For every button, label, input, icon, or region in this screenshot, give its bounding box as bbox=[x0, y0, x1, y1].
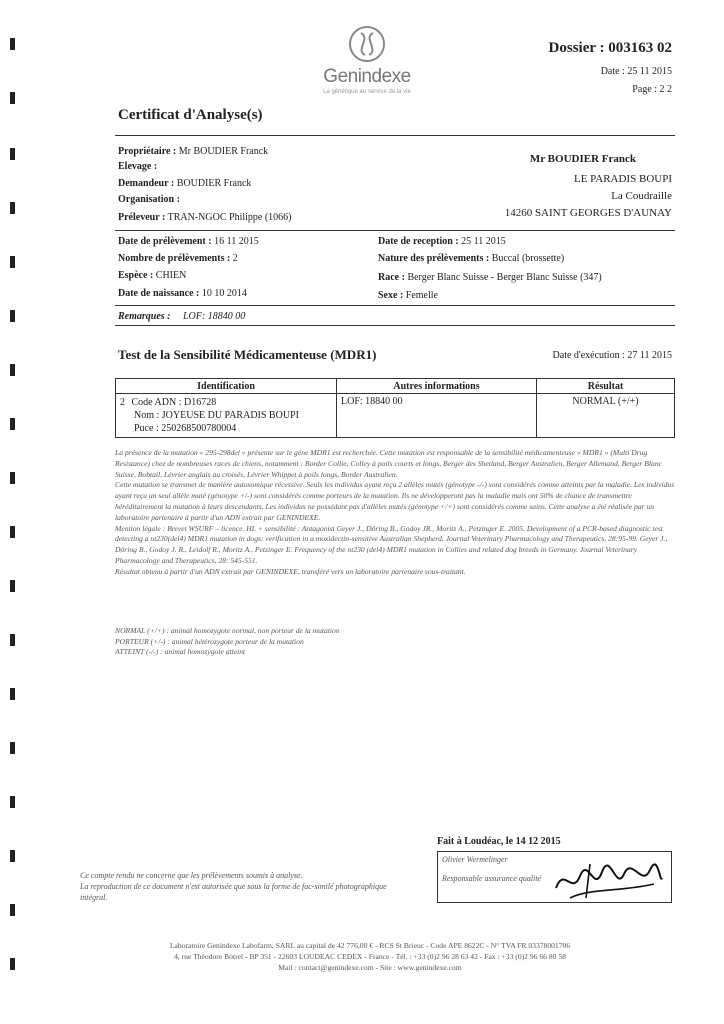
table-header-row bbox=[116, 379, 675, 394]
scan-edge-mark bbox=[10, 634, 15, 646]
code-adn: Code ADN : D16728 bbox=[131, 397, 217, 408]
date-naissance-label: Date de naissance : bbox=[118, 288, 200, 299]
scan-edge-mark bbox=[10, 418, 15, 430]
date-prelevement-row bbox=[118, 236, 259, 247]
demandeur-label: Demandeur : bbox=[118, 178, 175, 189]
proprietaire-label: Propriétaire : bbox=[118, 146, 177, 157]
paragraph: La présence de la mutation « 295-298del » présente sur le gène MDR1 est recherchée. Cette mutation est responsable de la sensibilité médicamenteuse « MDR1 » (Multi Drug Resistance) chez de nombreuses races de chiens, notamment : Border Collie, Colley à poils courts et longs, Berger des Shetland, Berger Australien, Berger Allemand, Berger Blanc Suisse, Bobtail, Lévrier anglais au croisés, Lévrier Whippet à poils longs, Border Australien. bbox=[115, 448, 662, 479]
scan-edge-mark bbox=[10, 256, 15, 268]
scan-edge-mark bbox=[10, 364, 15, 376]
document-date: Date : 25 11 2015 bbox=[600, 66, 672, 77]
footer-line: Laboratoire Genindexe Labofarm, SARL au capital de 42 776,00 € - RCS St Brieuc - Code APE 8622C - N° TVA FR 03378001706 bbox=[169, 941, 571, 950]
scan-edge-mark bbox=[10, 202, 15, 214]
nature-row bbox=[378, 253, 564, 264]
animal-name: Nom : JOYEUSE DU PARADIS BOUPI bbox=[134, 410, 299, 421]
autres-informations-cell: LOF: 18840 00 bbox=[337, 394, 537, 438]
identification-cell bbox=[116, 394, 337, 438]
genindexe-logo bbox=[302, 24, 432, 95]
scan-edge-mark bbox=[10, 742, 15, 754]
scan-edge-mark bbox=[10, 526, 15, 538]
disclaimer-line: Ce compte rendu ne concerne que les prélèvements soumis à analyse. bbox=[80, 871, 303, 880]
disclaimer-line: La reproduction de ce document n'est autorisée que sous la forme de fac-similé photographique intégral. bbox=[80, 882, 387, 902]
elevage-row bbox=[118, 161, 157, 172]
espece-value: CHIEN bbox=[155, 270, 187, 281]
nature-value: Buccal (brossette) bbox=[491, 253, 565, 264]
document-title: Certificat d'Analyse(s) bbox=[118, 107, 263, 123]
paragraph: Cette mutation se transmet de manière autosomique récessive. Seuls les individus ayant reçu 2 allèles mutés (génotype -/-) sont considérés comme atteints par la maladie. Les individus ayant reçu un seul allèle muté (génotype +/-) sont considérés comme porteurs de la mutation. Ils ne développeront pas la maladie mais ont 50% de chance de transmettre héréditairement la mutation à leurs descendants. Les individus ne possédant pas d'allèles mutés (génotype +/+) sont considérés comme sains. Cette analyse a été réalisée par un laboratoire partenaire à partir d'un ADN extrait par GENINDEXE. bbox=[115, 480, 675, 522]
microchip-number: Puce : 250268500780004 bbox=[134, 423, 237, 434]
preleveur-row bbox=[118, 212, 292, 223]
execution-date: Date d'exécution : 27 11 2015 bbox=[552, 350, 672, 361]
organisation-label: Organisation : bbox=[118, 194, 180, 205]
date-naissance-row bbox=[118, 288, 247, 299]
nb-prelevements-label: Nombre de prélèvements : bbox=[118, 253, 231, 264]
scan-edge-mark bbox=[10, 904, 15, 916]
date-reception-label: Date de reception : bbox=[378, 236, 459, 247]
owner-address-line2: La Coudraille bbox=[611, 190, 672, 202]
race-value: Berger Blanc Suisse - Berger Blanc Suisse (347) bbox=[407, 272, 602, 283]
signature-box bbox=[437, 851, 672, 903]
table-row bbox=[116, 394, 675, 438]
header-autres-informations: Autres informations bbox=[337, 379, 537, 394]
signed-place-date: Fait à Loudéac, le 14 12 2015 bbox=[437, 836, 561, 847]
espece-row bbox=[118, 270, 186, 281]
divider bbox=[115, 325, 675, 326]
disclaimer-text bbox=[80, 870, 400, 903]
owner-name: Mr BOUDIER Franck bbox=[529, 153, 636, 165]
race-row bbox=[378, 272, 602, 283]
scan-edge-mark bbox=[10, 38, 15, 50]
logo-tagline: La génétique au service de la vie bbox=[323, 89, 411, 95]
footer bbox=[60, 940, 680, 973]
organisation-row bbox=[118, 194, 180, 205]
preleveur-value: TRAN-NGOC Philippe (1066) bbox=[167, 212, 292, 223]
date-naissance-value: 10 10 2014 bbox=[201, 288, 247, 299]
scan-edge-mark bbox=[10, 850, 15, 862]
scan-edge-mark bbox=[10, 148, 15, 160]
date-prelevement-label: Date de prélèvement : bbox=[118, 236, 212, 247]
legend-porteur: PORTEUR (+/-) : animal hétérozygote porteur de la mutation bbox=[115, 636, 304, 646]
scan-edge-mark bbox=[10, 92, 15, 104]
result-legend bbox=[115, 626, 340, 658]
nature-label: Nature des prélèvements : bbox=[378, 253, 490, 264]
header-identification: Identification bbox=[116, 379, 337, 394]
divider bbox=[115, 305, 675, 306]
owner-address-line3: 14260 SAINT GEORGES D'AUNAY bbox=[504, 207, 672, 219]
results-table bbox=[115, 378, 675, 438]
nb-prelevements-row bbox=[118, 253, 238, 264]
footer-line: 4, rue Théodore Botrel - BP 351 - 22603 LOUDEAC CEDEX - France - Tél. : +33 (0)2 96 28 63 42 - Fax : +33 (0)2 96 66 80 58 bbox=[174, 952, 566, 961]
handwritten-signature-icon bbox=[550, 858, 666, 902]
explanatory-text bbox=[115, 448, 675, 578]
footer-line: Mail : contact@genindexe.com - Site : www.genindexe.com bbox=[278, 963, 462, 972]
resultat-cell: NORMAL (+/+) bbox=[537, 394, 675, 438]
demandeur-value: BOUDIER Franck bbox=[176, 178, 252, 189]
elevage-label: Elevage : bbox=[118, 161, 158, 172]
demandeur-row bbox=[118, 178, 251, 189]
scan-edge-mark bbox=[10, 688, 15, 700]
divider bbox=[115, 135, 675, 136]
nb-prelevements-value: 2 bbox=[232, 253, 238, 264]
paragraph: Mention légale : Brevet WSURF – licence. HL + sensibilité : Antagonist Geyer J., Döring B., Godoy JR., Moritz A., Petzinger E. 2005. Development of a PCR-based diagnostic test detecting a nt230(del4) MDR1 mutation in dogs: verification in a moxidectin-sensitive Australian Shepherd. Journal Veterinary Pharmacology and Therapeutics, 28:95-99. Geyer J., Döring B., Godoy J. R., Leidolf R., Moritz A., Petzinger E. Frequency of the nt230 (del4) MDR1 mutation in Collies and related dog breeds in Germany. Journal Veterinary Pharmacology and Therapeutics, 28: 545-551. bbox=[115, 523, 668, 565]
sexe-label: Sexe : bbox=[378, 290, 404, 301]
espece-label: Espèce : bbox=[118, 270, 154, 281]
scan-edge-mark bbox=[10, 958, 15, 970]
preleveur-label: Préleveur : bbox=[118, 212, 166, 223]
proprietaire-row bbox=[118, 146, 268, 157]
scan-edge-mark bbox=[10, 796, 15, 808]
legend-normal: NORMAL (+/+) : animal homozygote normal, non porteur de la mutation bbox=[115, 626, 340, 635]
logo-emblem-icon bbox=[347, 24, 387, 64]
scan-edge-mark bbox=[10, 472, 15, 484]
race-label: Race : bbox=[378, 272, 405, 283]
sample-number: 2 bbox=[120, 397, 125, 408]
date-prelevement-value: 16 11 2015 bbox=[214, 236, 259, 247]
test-title: Test de la Sensibilité Médicamenteuse (MDR1) bbox=[118, 347, 377, 362]
owner-address-line1: LE PARADIS BOUPI bbox=[573, 173, 672, 185]
dossier-number: Dossier : 003163 02 bbox=[548, 40, 672, 56]
header-resultat: Résultat bbox=[537, 379, 675, 394]
page-number: Page : 2 2 bbox=[632, 84, 672, 95]
signatory-name: Olivier Wermelinger bbox=[442, 855, 508, 864]
proprietaire-value: Mr BOUDIER Franck bbox=[178, 146, 269, 157]
remarques-label: Remarques : bbox=[118, 311, 171, 322]
paragraph: Résultat obtenu à partir d'un ADN extrait par GENINDEXE, transféré vers un laboratoire partenaire sous-traitant. bbox=[115, 566, 466, 576]
signatory-role: Responsable assurance qualité bbox=[442, 874, 542, 883]
remarques-value: LOF: 18840 00 bbox=[183, 311, 246, 322]
date-reception-value: 25 11 2015 bbox=[461, 236, 506, 247]
sexe-row bbox=[378, 290, 438, 301]
scan-edge-mark bbox=[10, 580, 15, 592]
divider bbox=[115, 230, 675, 231]
remarques-row bbox=[118, 311, 245, 322]
logo-wordmark: Genindexe bbox=[323, 66, 411, 87]
legend-atteint: ATTEINT (-/-) : animal homozygote atteint bbox=[115, 647, 246, 657]
sexe-value: Femelle bbox=[405, 290, 438, 301]
date-reception-row bbox=[378, 236, 506, 247]
scan-edge-mark bbox=[10, 310, 15, 322]
